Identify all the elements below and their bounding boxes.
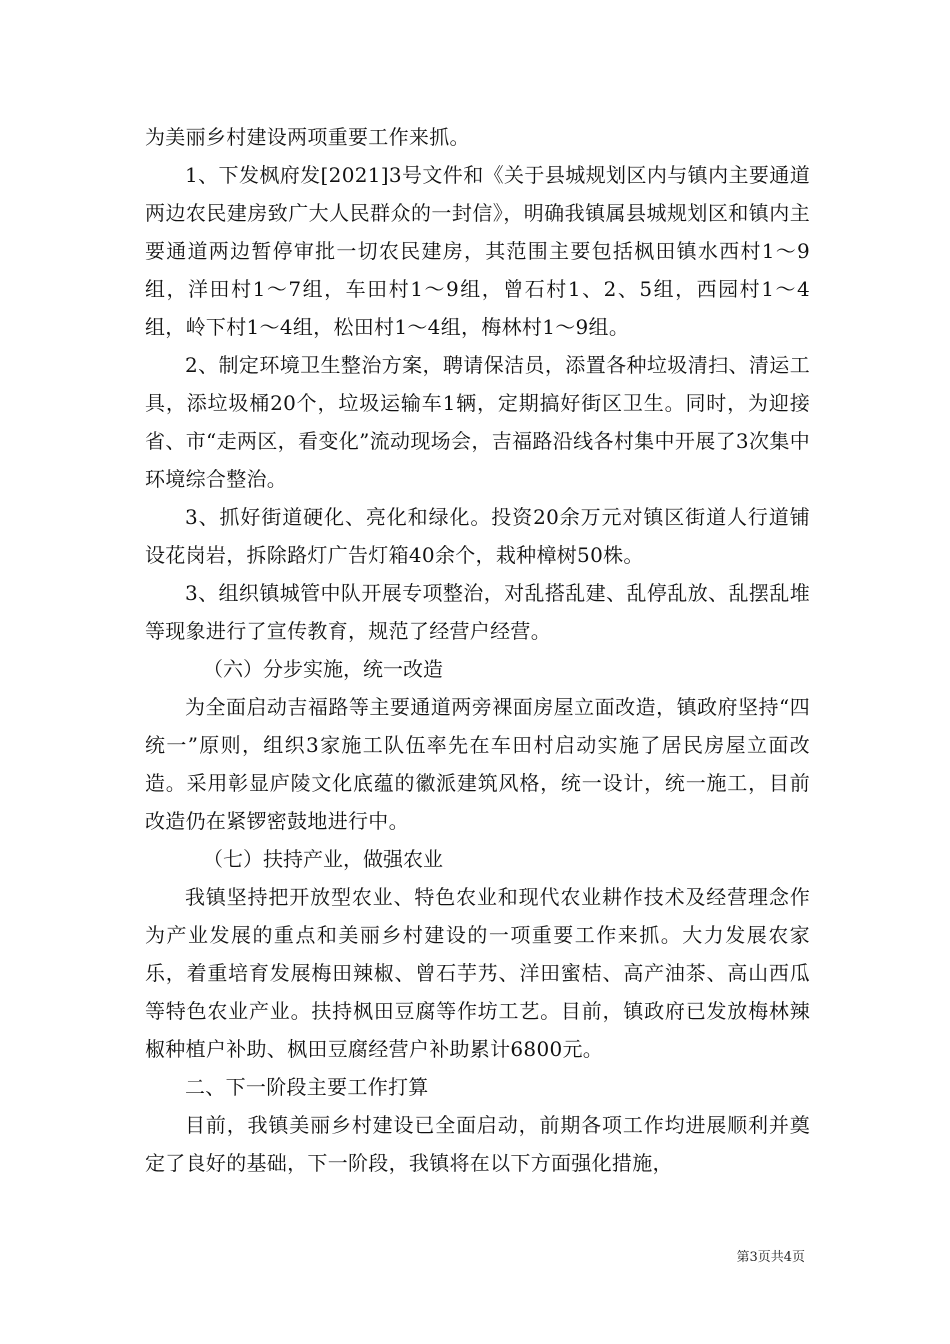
paragraph-next-phase: 目前，我镇美丽乡村建设已全面启动，前期各项工作均进展顺利并奠定了良好的基础，下一阶段，我镇将在以下方面强化措施， — [145, 1113, 810, 1175]
paragraph-section-7: 我镇坚持把开放型农业、特色农业和现代农业耕作技术及经营理念作为产业发展的重点和美丽乡村建设的一项重要工作来抓。大力发展农家乐，着重培育发展梅田辣椒、曾石芋艿、洋田蜜桔、高产油茶、高山西瓜等特色农业产业。扶持枫田豆腐等作坊工艺。目前，镇政府已发放梅林辣椒种植户补助、枫田豆腐经营户补助累计6800元。 — [145, 885, 810, 1061]
section-heading-7: （七）扶持产业，做强农业 — [203, 847, 443, 871]
paragraph-item-1: 1、下发枫府发[2021]3号文件和《关于县城规划区内与镇内主要通道两边农民建房致广大人民群众的一封信》，明确我镇属县城规划区和镇内主要通道两边暂停审批一切农民建房，其范围主要包括枫田镇水西村1～9组，洋田村1～7组，车田村1～9组，曾石村1、2、5组，西园村1～4组，岭下村1～4组，松田村1～4组，梅林村1～9组。 — [145, 163, 810, 339]
page-number: 第3页共4页 — [736, 1250, 805, 1265]
paragraph-item-2: 2、制定环境卫生整治方案，聘请保洁员，添置各种垃圾清扫、清运工具，添垃圾桶20个，垃圾运输车1辆，定期搞好街区卫生。同时，为迎接省、市“走两区，看变化”流动现场会，吉福路沿线各村集中开展了3次集中环境综合整治。 — [145, 353, 810, 491]
paragraph-section-6: 为全面启动吉福路等主要通道两旁裸面房屋立面改造，镇政府坚持“四统一”原则，组织3家施工队伍率先在车田村启动实施了居民房屋立面改造。采用彰显庐陵文化底蕴的徽派建筑风格，统一设计，统一施工，目前改造仍在紧锣密鼓地进行中。 — [145, 695, 810, 833]
paragraph-item-3: 3、抓好街道硬化、亮化和绿化。投资20余万元对镇区街道人行道铺设花岗岩，拆除路灯广告灯箱40余个，栽种樟树50株。 — [145, 505, 810, 567]
document-body — [145, 118, 810, 1182]
section-heading-6: （六）分步实施，统一改造 — [203, 657, 443, 681]
paragraph-continuation: 为美丽乡村建设两项重要工作来抓。 — [145, 125, 470, 149]
paragraph-item-3b: 3、组织镇城管中队开展专项整治，对乱搭乱建、乱停乱放、乱摆乱堆等现象进行了宣传教育，规范了经营户经营。 — [145, 581, 810, 643]
section-heading-next-phase: 二、下一阶段主要工作打算 — [185, 1075, 429, 1099]
